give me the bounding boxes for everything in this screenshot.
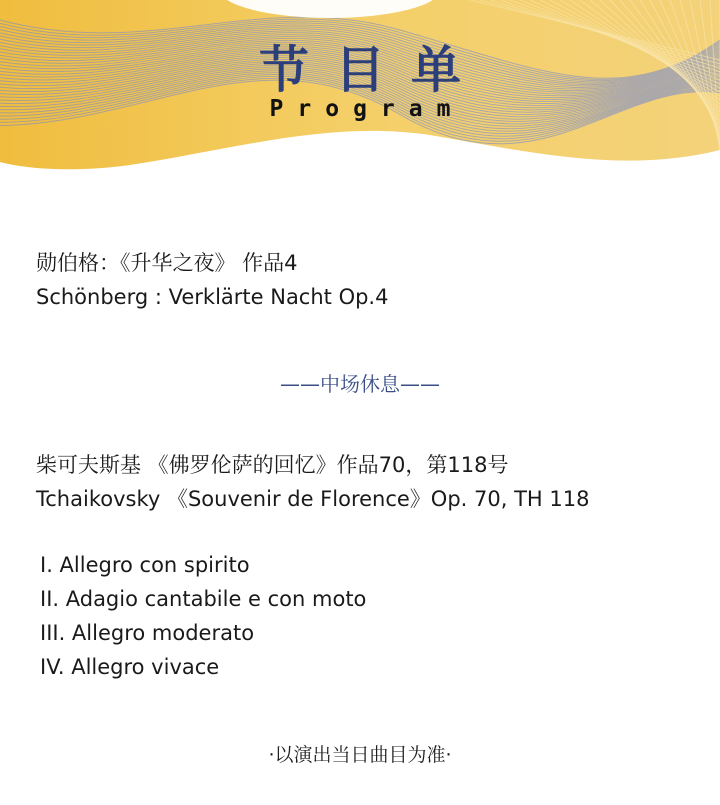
movement-item: III. Allegro moderato [40,621,255,645]
piece1-english-title: Schönberg : Verklärte Nacht Op.4 [36,285,389,309]
piece2-chinese-title: 柴可夫斯基 《佛罗伦萨的回忆》作品70，第118号 [36,453,509,477]
piece1-chinese-title: 勋伯格：《升华之夜》 作品4 [36,251,298,275]
page-title: 节目单 [259,40,487,99]
movement-item: II. Adagio cantabile e con moto [40,587,367,611]
program-footnote: ·以演出当日曲目为准· [268,744,452,766]
page-subtitle: Program [269,96,465,122]
movement-item: IV. Allegro vivace [40,655,220,679]
movement-list [40,548,366,684]
header-banner [0,0,720,190]
piece2-english-title: Tchaikovsky 《Souvenir de Florence》Op. 70, TH 118 [36,487,590,511]
movement-item: I. Allegro con spirito [40,553,250,577]
intermission-label: ——中场休息—— [280,372,440,396]
